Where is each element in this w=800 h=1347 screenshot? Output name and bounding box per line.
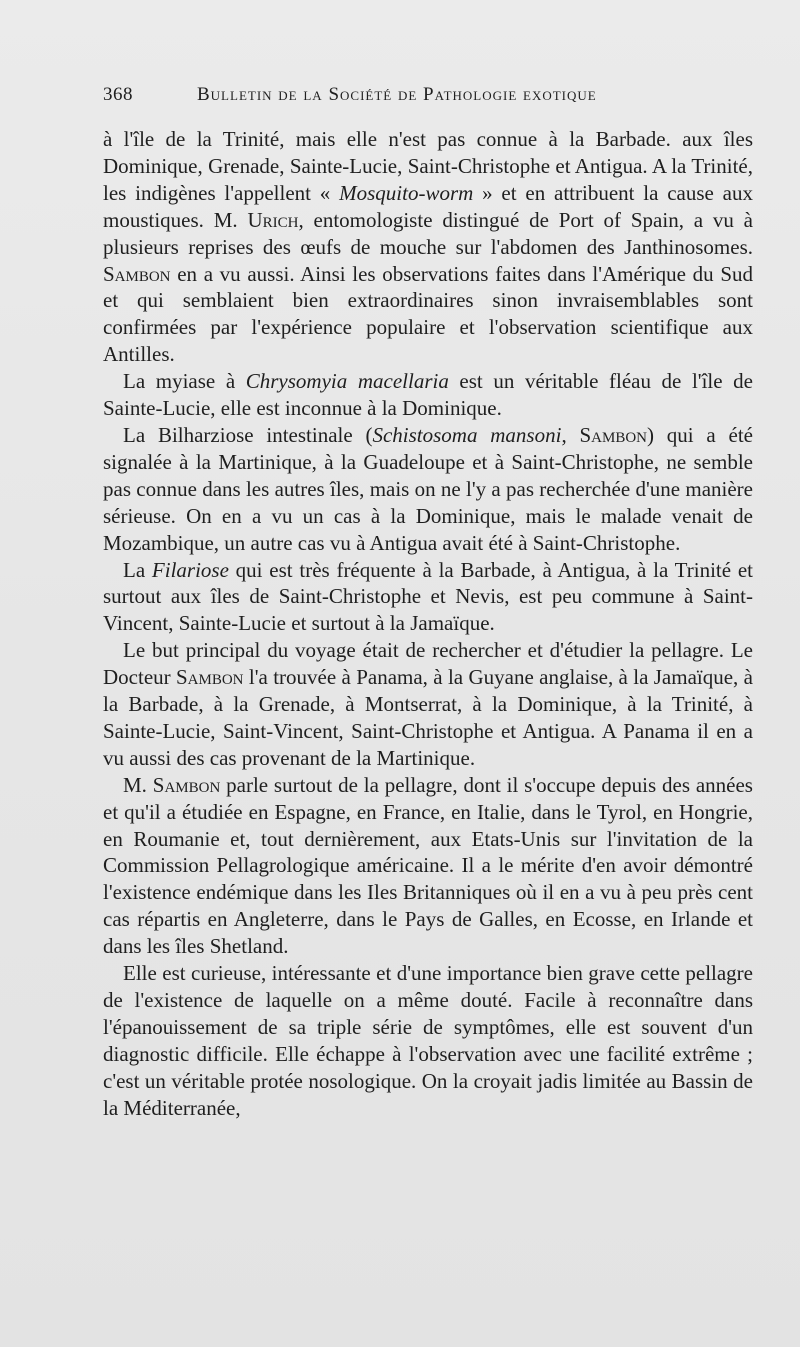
italic-term: Chrysomyia macellaria <box>245 369 449 394</box>
author-name: Sambon <box>176 665 244 690</box>
text-run: en a vu aussi. Ainsi les observations faites dans l'Amérique du Sud et qui semblaient bien extraordinaires sinon invraisemblables sont confirmées par l'expérience populaire et l'observation scientifique aux Antilles. <box>103 261 753 367</box>
italic-term: Filariose <box>151 557 229 582</box>
italic-term: Schistosoma mansoni <box>372 422 562 447</box>
paragraph <box>103 960 753 1121</box>
text-run: Le but principal du voyage était de rechercher et d'étudier la pellagre. Le Docteur <box>103 638 753 690</box>
text-run: » et en attribuent la cause aux moustiques. M. <box>103 180 753 232</box>
running-title: Bulletin de la Société de Pathologie exotique <box>197 84 597 105</box>
paragraph <box>103 557 753 638</box>
text-run: à l'île de la Trinité, mais elle n'est pas connue à la Barbade. aux îles Dominique, Grenade, Sainte-Lucie, Saint-Christophe et Antigua. A la Trinité, les indigènes l'appellent « <box>103 127 753 205</box>
paragraph <box>103 126 753 368</box>
text-run: l'a trouvée à Panama, à la Guyane anglaise, à la Jamaïque, à la Barbade, à la Grenade, à Montserrat, à la Dominique, à la Trinité, à Sainte-Lucie, Saint-Vincent, Saint-Christophe et Antigua. A Panama il en a vu aussi des cas provenant de la Martinique. <box>103 665 753 770</box>
text-run: La <box>123 557 152 582</box>
paragraph <box>103 772 753 960</box>
text-run: ) qui a été signalée à la Martinique, à la Guadeloupe et à Saint-Christophe, ne semble pas connue dans les autres îles, mais on ne l'y a pas recherchée d'une manière sérieuse. On en a vu un cas à la Dominique, mais le malade venait de Mozambique, un autre cas vu à Antigua avait été à Saint-Christophe. <box>103 422 754 555</box>
text-run: La myiase à <box>123 369 246 394</box>
author-name: Sambon <box>152 772 221 797</box>
author-name: Sambon <box>579 422 648 447</box>
text-run: M. <box>123 772 153 797</box>
author-name: Sambon <box>103 261 171 286</box>
text-run: , <box>561 422 580 447</box>
text-run: est un véritable fléau de l'île de Sainte-Lucie, elle est inconnue à la Dominique. <box>103 369 753 421</box>
text-run: , entomologiste distingué de Port of Spain, a vu à plusieurs reprises des œufs de mouche sur l'abdomen des Janthinosomes. <box>103 207 753 259</box>
text-run: qui est très fréquente à la Barbade, à Antigua, à la Trinité et surtout aux îles de Saint-Christophe et Nevis, est peu commune à Saint-Vincent, Sainte-Lucie et surtout à la Jamaïque. <box>103 557 753 636</box>
text-run: Elle est curieuse, intéressante et d'une importance bien grave cette pellagre de l'existence de laquelle on a même douté. Facile à reconnaître dans l'épanouissement de sa triple série de symptômes, elle est souvent d'un diagnostic difficile. Elle échappe à l'observation avec une facilité extrême ; c'est un véritable protée nosologique. On la croyait jadis limitée au Bassin de la Méditerranée, <box>103 961 753 1120</box>
text-run: parle surtout de la pellagre, dont il s'occupe depuis des années et qu'il a étudiée en Espagne, en France, en Italie, dans le Tyrol, en Hongrie, en Roumanie et, tout dernièrement, aux Etats-Unis sur l'invitation de la Commission Pellagrologique américaine. Il a le mérite d'en avoir démontré l'existence endémique dans les Iles Britanniques où il en a vu à peu près cent cas répartis en Angleterre, dans le Pays de Galles, en Ecosse, en Irlande et dans les îles Shetland. <box>103 772 753 959</box>
page-number: 368 <box>103 84 133 105</box>
paragraph <box>103 637 753 772</box>
body-text <box>103 126 753 1122</box>
italic-term: Mosquito-worm <box>339 180 474 205</box>
paragraph <box>103 422 753 557</box>
text-run: La Bilharziose intestinale ( <box>123 422 373 447</box>
author-name: Urich <box>247 207 299 232</box>
paragraph <box>103 368 753 422</box>
